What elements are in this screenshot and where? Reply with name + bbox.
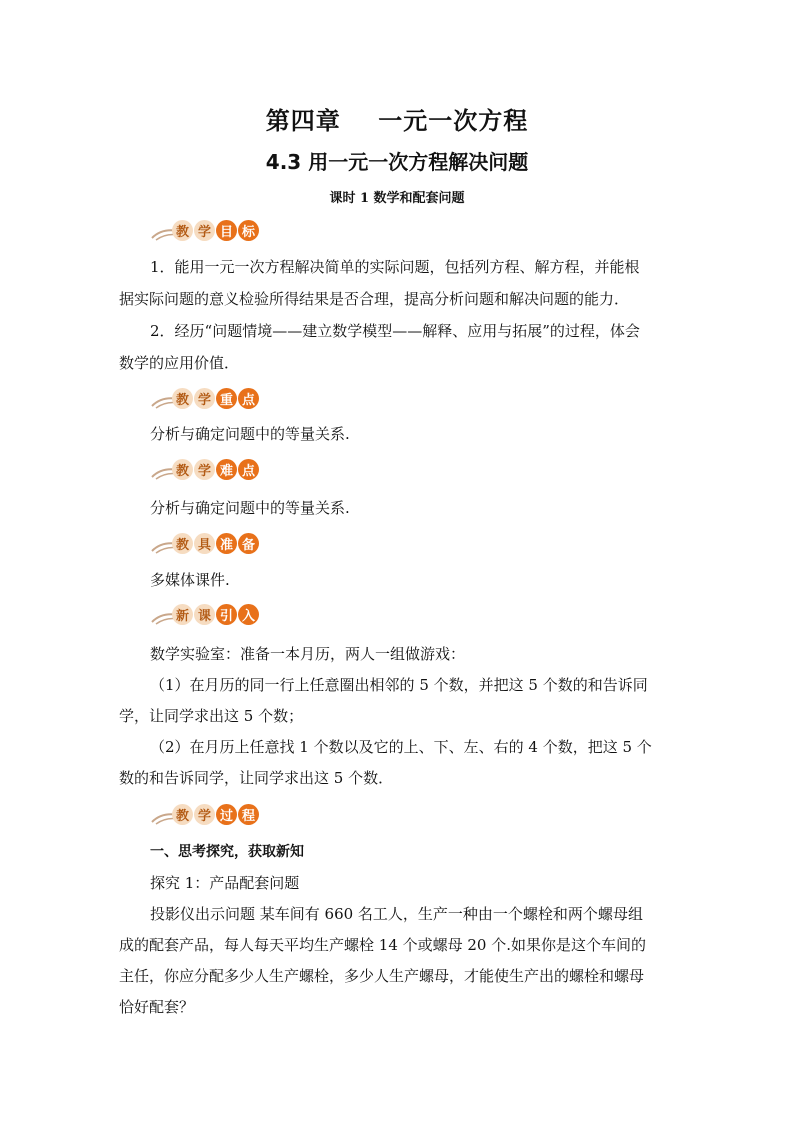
badge-char: 课 bbox=[194, 604, 215, 625]
problem-line-1: 投影仪出示问题 某车间有 660 名工人，生产一种由一个螺栓和两个螺母组 bbox=[150, 905, 643, 923]
badge-char: 具 bbox=[194, 533, 215, 554]
badge-char: 标 bbox=[238, 220, 259, 241]
explore-title: 探究 1：产品配套问题 bbox=[150, 874, 300, 892]
problem-line-4: 恰好配套？ bbox=[119, 998, 195, 1016]
problem-line-2: 成的配套产品，每人每天平均生产螺栓 14 个或螺母 20 个.如果你是这个车间的 bbox=[119, 936, 647, 954]
chapter-title: 第四章 一元一次方程 bbox=[265, 107, 529, 135]
badge-char: 目 bbox=[216, 220, 237, 241]
badge-char: 教 bbox=[172, 804, 193, 825]
badge-teaching-process bbox=[150, 802, 260, 826]
badge-char: 准 bbox=[216, 533, 237, 554]
badge-char: 新 bbox=[172, 604, 193, 625]
badge-char: 学 bbox=[194, 804, 215, 825]
intro-line-1: 数学实验室：准备一本月历，两人一组做游戏： bbox=[150, 645, 466, 663]
objective-2-line-1: 2．经历“问题情境——建立数学模型——解释、应用与拓展”的过程，体会 bbox=[150, 322, 640, 340]
badge-key-points bbox=[150, 386, 260, 410]
badge-materials bbox=[150, 531, 260, 555]
badge-char: 难 bbox=[216, 459, 237, 480]
intro-line-5: 数的和告诉同学，让同学求出这 5 个数． bbox=[119, 769, 394, 787]
difficulties-text: 分析与确定问题中的等量关系. bbox=[150, 499, 350, 517]
badge-char: 点 bbox=[238, 459, 259, 480]
badge-teaching-objectives bbox=[150, 218, 260, 242]
badge-char: 点 bbox=[238, 388, 259, 409]
section-title: 4.3 用一元一次方程解决问题 bbox=[265, 150, 529, 174]
objective-1-line-2: 据实际问题的意义检验所得结果是否合理，提高分析问题和解决问题的能力． bbox=[119, 290, 630, 308]
badge-char: 备 bbox=[238, 533, 259, 554]
key-points-text: 分析与确定问题中的等量关系. bbox=[150, 425, 350, 443]
badge-char: 引 bbox=[216, 604, 237, 625]
badge-char: 学 bbox=[194, 388, 215, 409]
intro-line-3: 学，让同学求出这 5 个数； bbox=[119, 707, 304, 725]
badge-char: 学 bbox=[194, 220, 215, 241]
badge-char: 程 bbox=[238, 804, 259, 825]
badge-char: 教 bbox=[172, 459, 193, 480]
process-heading: 一、思考探究，获取新知 bbox=[150, 844, 304, 860]
badge-char: 入 bbox=[238, 604, 259, 625]
badge-difficulties bbox=[150, 457, 260, 481]
badge-char: 过 bbox=[216, 804, 237, 825]
materials-text: 多媒体课件. bbox=[150, 571, 230, 589]
objective-2-line-2: 数学的应用价值． bbox=[119, 354, 240, 372]
badge-char: 学 bbox=[194, 459, 215, 480]
badge-char: 教 bbox=[172, 533, 193, 554]
intro-line-4: （2）在月历上任意找 1 个数以及它的上、下、左、右的 4 个数，把这 5 个 bbox=[150, 738, 652, 756]
badge-new-lesson-intro bbox=[150, 602, 260, 626]
problem-line-3: 主任，你应分配多少人生产螺栓，多少人生产螺母，才能使生产出的螺栓和螺母 bbox=[119, 967, 645, 985]
badge-char: 重 bbox=[216, 388, 237, 409]
lesson-title: 课时 1 数学和配套问题 bbox=[329, 191, 465, 206]
badge-char: 教 bbox=[172, 220, 193, 241]
badge-char: 教 bbox=[172, 388, 193, 409]
objective-1-line-1: 1．能用一元一次方程解决简单的实际问题，包括列方程、解方程，并能根 bbox=[150, 258, 640, 276]
intro-line-2: （1）在月历的同一行上任意圈出相邻的 5 个数，并把这 5 个数的和告诉同 bbox=[150, 676, 648, 694]
